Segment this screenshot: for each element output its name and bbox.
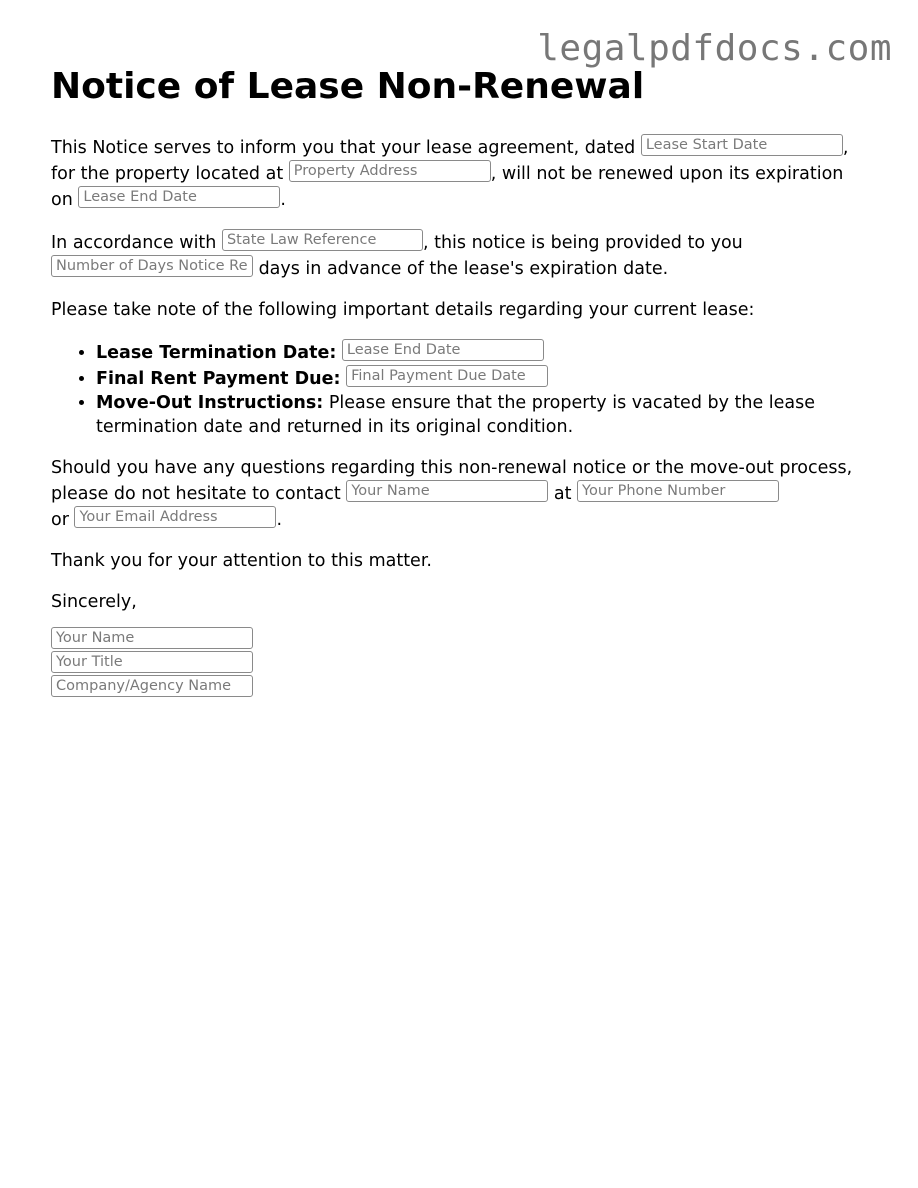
state-law-reference-field[interactable]: State Law Reference	[222, 229, 423, 251]
contact-text-1: Should you have any questions regarding this non-renewal notice or the move-out process, please do not hesitate to contact	[51, 458, 853, 504]
payment-label: Final Rent Payment Due:	[96, 369, 341, 389]
termination-label: Lease Termination Date:	[96, 343, 337, 363]
termination-date-field[interactable]: Lease End Date	[342, 339, 544, 361]
list-item	[96, 365, 871, 391]
notice-days-field[interactable]: Number of Days Notice Re	[51, 255, 253, 277]
law-paragraph	[51, 229, 871, 281]
document-body	[51, 64, 871, 699]
signature-name-field[interactable]: Your Name	[51, 627, 253, 649]
signature-title-field[interactable]: Your Title	[51, 651, 253, 673]
intro-text-2: for the property located at	[51, 164, 289, 184]
page-title: Notice of Lease Non-Renewal	[51, 66, 645, 107]
closing-text: Sincerely,	[51, 592, 137, 612]
moveout-label: Move-Out Instructions:	[96, 393, 324, 413]
contact-email-field[interactable]: Your Email Address	[74, 506, 276, 528]
property-address-field[interactable]: Property Address	[289, 160, 491, 182]
intro-comma: ,	[842, 138, 849, 158]
intro-text-1: This Notice serves to inform you that your lease agreement, dated	[51, 138, 641, 158]
intro-text-3: , will not be renewed upon its expiration	[490, 164, 844, 184]
signature-block	[51, 627, 871, 697]
final-payment-date-field[interactable]: Final Payment Due Date	[346, 365, 548, 387]
list-item	[96, 391, 871, 439]
signature-company-field[interactable]: Company/Agency Name	[51, 675, 253, 697]
watermark: legalpdfdocs.com	[537, 28, 892, 69]
details-intro: Please take note of the following important details regarding your current lease:	[51, 300, 755, 320]
lease-start-date-field[interactable]: Lease Start Date	[641, 134, 843, 156]
thanks-text: Thank you for your attention to this matter.	[51, 551, 432, 571]
intro-text-4: on	[51, 190, 79, 210]
law-text-1: In accordance with	[51, 233, 222, 253]
intro-paragraph	[51, 134, 871, 212]
list-item	[96, 339, 871, 365]
moveout-text: Please ensure that the property is vacated by the lease termination date and returned in its original condition.	[96, 393, 816, 437]
law-text-2: , this notice is being provided to you	[422, 233, 743, 253]
lease-end-date-field[interactable]: Lease End Date	[78, 186, 280, 208]
contact-name-field[interactable]: Your Name	[346, 480, 548, 502]
details-list	[51, 339, 871, 439]
contact-paragraph	[51, 456, 871, 532]
contact-text-2: at	[548, 484, 578, 504]
intro-period: .	[280, 190, 286, 210]
law-text-3: days in advance of the lease's expiration date.	[253, 259, 669, 279]
contact-period: .	[276, 510, 283, 530]
contact-phone-field[interactable]: Your Phone Number	[577, 480, 779, 502]
contact-text-3: or	[51, 510, 75, 530]
